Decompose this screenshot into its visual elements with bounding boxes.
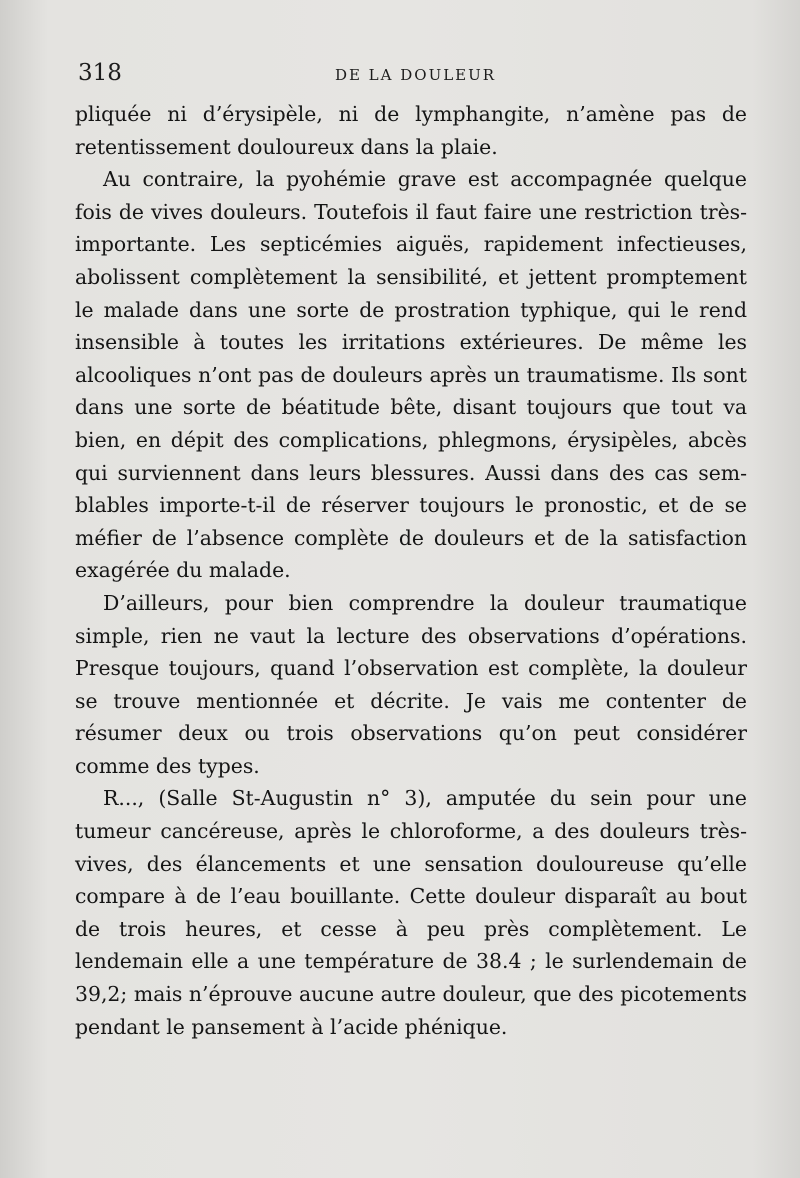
paragraph-pyohemie: Au contraire, la pyohémie grave est accompagnée quelque fois de vives douleurs. Toutefois il faut faire une restriction très-importante. Les septicémies aiguës, rapidement infectieuses, abolissent complètement la sensibilité, et jettent promptement le malade dans une sorte de prostration typhique, qui le rend insensible à toutes les irritations extérieures. De même les alcooliques n’ont pas de douleurs après un traumatisme. Ils sont dans une sorte de béatitude bête, disant toujours que tout va bien, en dépit des complications, phlegmons, érysipèles, abcès qui surviennent dans leurs blessures. Aussi dans des cas semblables importe-t-il de réserver toujours le pronostic, et de se méfier de l’absence complète de douleurs et de la satisfaction exagérée du malade. [75,167,747,583]
paragraph-observations: D’ailleurs, pour bien comprendre la douleur traumatique simple, rien ne vaut la lecture des observations d’opérations. Presque toujours, quand l’observation est complète, la douleur se trouve mentionnée et décrite. Je vais me contenter de résumer deux ou trois observations qu’on peut considérer comme des types. [75,590,747,778]
body-text [75,98,747,1043]
paragraph-continuation: pliquée ni d’érysipèle, ni de lymphangite, n’amène pas de retentissement douloureux dans la plaie. [75,102,747,159]
paragraph-case-r: R..., (Salle St-Augustin n° 3), amputée du sein pour une tumeur cancéreuse, après le chloroforme, a des douleurs très-vives, des élancements et une sensation douloureuse qu’elle compare à de l’eau bouillante. Cette douleur disparaît au bout de trois heures, et cesse à peu près complètement. Le lendemain elle a une température de 38.4 ; le surlendemain de 39,2; mais n’éprouve aucune autre douleur, que des picotements pendant le pansement à l’acide phénique. [75,786,747,1039]
page-header [78,58,753,92]
running-head: DE LA DOULEUR [334,66,497,84]
page-number: 318 [78,60,122,86]
